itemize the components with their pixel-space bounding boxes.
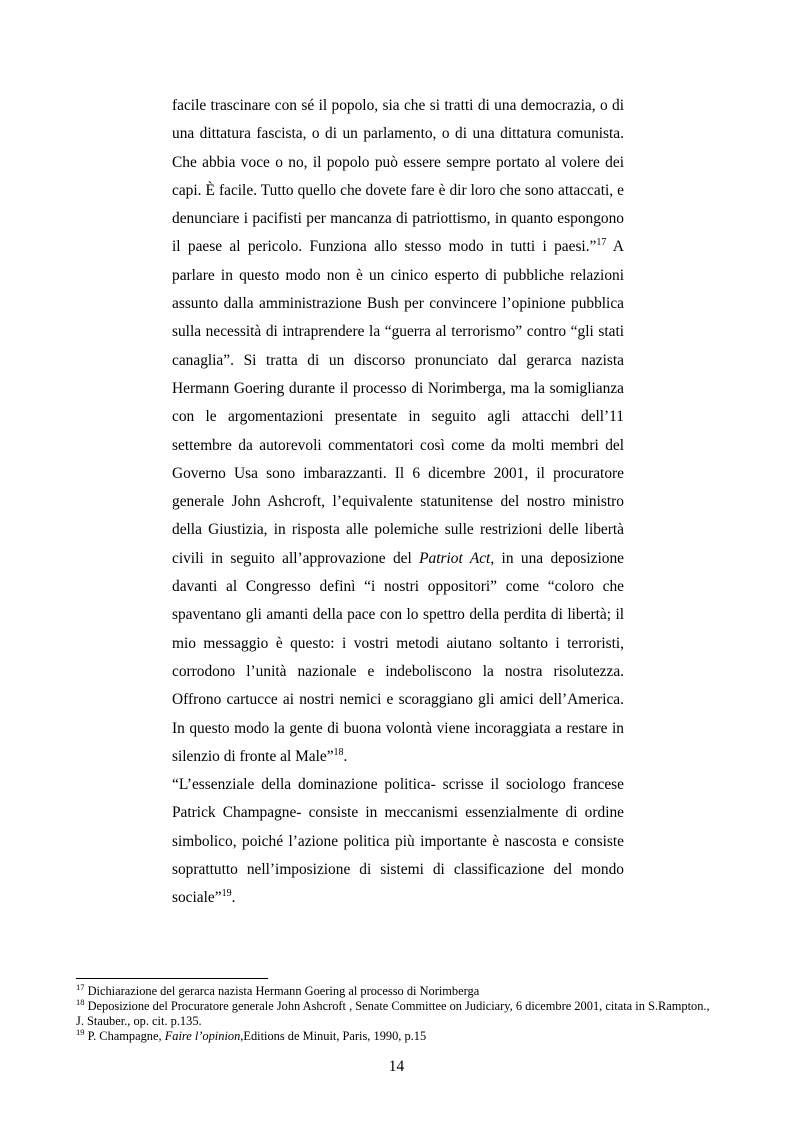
- page-number: 14: [388, 1058, 405, 1075]
- paragraph-1-part-c: , in una deposizione davanti al Congresso definì “i nostri oppositori” come “coloro che spaventano gli amanti della pace con lo spettro della perdita di libertà; il mio messaggio è questo: i vostri metodi aiutano soltanto i terroristi, corrodono l’unità nazionale e indeboliscono la nostra risolutezza. Offrono cartucce ai nostri nemici e scoraggiano gli amici dell’America. In questo modo la gente di buona volontà viene incoraggiata a restare in silenzio di fronte al Male”: [172, 549, 625, 765]
- footnote-text: Dichiarazione del gerarca nazista Hermann Goering al processo di Norimberga: [84, 984, 480, 998]
- footnote-ref-18[interactable]: 18: [333, 746, 344, 758]
- paragraph-1-part-a: facile trascinare con sé il popolo, sia che si tratti di una democrazia, o di una dittatura fascista, o di un parlamento, o di una dittatura comunista. Che abbia voce o no, il popolo può essere sempre portato al volere dei capi. È facile. Tutto quello che dovete fare è dir loro che sono attaccati, e denunciare i pacifisti per mancanza di patriottismo, in quanto espongono il paese al pericolo. Funziona allo stesso modo in tutti i paesi.”: [172, 97, 624, 256]
- paragraph-1: [172, 92, 624, 771]
- footnote-text-post: ,Editions de Minuit, Paris, 1990, p.15: [240, 1029, 427, 1043]
- footnote-text-pre: P. Champagne,: [84, 1029, 165, 1043]
- italic-title-faire-l-opinion: Faire l’opinion: [164, 1029, 241, 1043]
- footnote-text: Deposizione del Procuratore generale John Ashcroft , Senate Committee on Judiciary, 6 dicembre 2001, citata in S.Rampton., J. Stauber., op. cit. p.135.: [76, 999, 710, 1028]
- paragraph-1-part-d: .: [343, 747, 348, 765]
- footnote-19: [76, 1026, 716, 1044]
- paragraph-2-part-a: “L’essenziale della dominazione politica- scrisse il sociologo francese Patrick Champagne- consiste in meccanismi essenzialmente di ordine simbolico, poiché l’azione politica più importante è nascosta e consiste soprattutto nell’imposizione di sistemi di classificazione del mondo sociale”: [172, 776, 624, 907]
- paragraph-2: [172, 771, 624, 912]
- footnote-number: 18: [76, 996, 85, 1007]
- italic-title-patriot-act: Patriot Act: [419, 549, 491, 567]
- body-text: [172, 92, 624, 913]
- footnote-separator: [76, 978, 268, 979]
- paragraph-2-part-b: .: [231, 889, 236, 907]
- footnote-number: 17: [76, 981, 85, 992]
- footnote-number: 19: [76, 1026, 85, 1037]
- footnotes: [76, 981, 716, 1044]
- paragraph-1-part-b: A parlare in questo modo non è un cinico esperto di pubbliche relazioni assunto dalla amministrazione Bush per convincere l’opinione pubblica sulla necessità di intraprendere la “guerra al terrorismo” contro “gli stati canaglia”. Si tratta di un discorso pronunciato dal gerarca nazista Hermann Goering durante il processo di Norimberga, ma la somiglianza con le argomentazioni presentate in seguito agli attacchi dell’11 settembre da autorevoli commentatori così come da molti membri del Governo Usa sono imbarazzanti. Il 6 dicembre 2001, il procuratore generale John Ashcroft, l’equivalente statunitense del nostro ministro della Giustizia, in risposta alle polemiche sulle restrizioni delle libertà civili in seguito all’approvazione del: [172, 238, 624, 567]
- footnote-ref-19[interactable]: 19: [221, 888, 232, 900]
- footnote-17: [76, 981, 716, 999]
- footnote-ref-17[interactable]: 17: [596, 237, 607, 249]
- footnote-18: [76, 996, 716, 1029]
